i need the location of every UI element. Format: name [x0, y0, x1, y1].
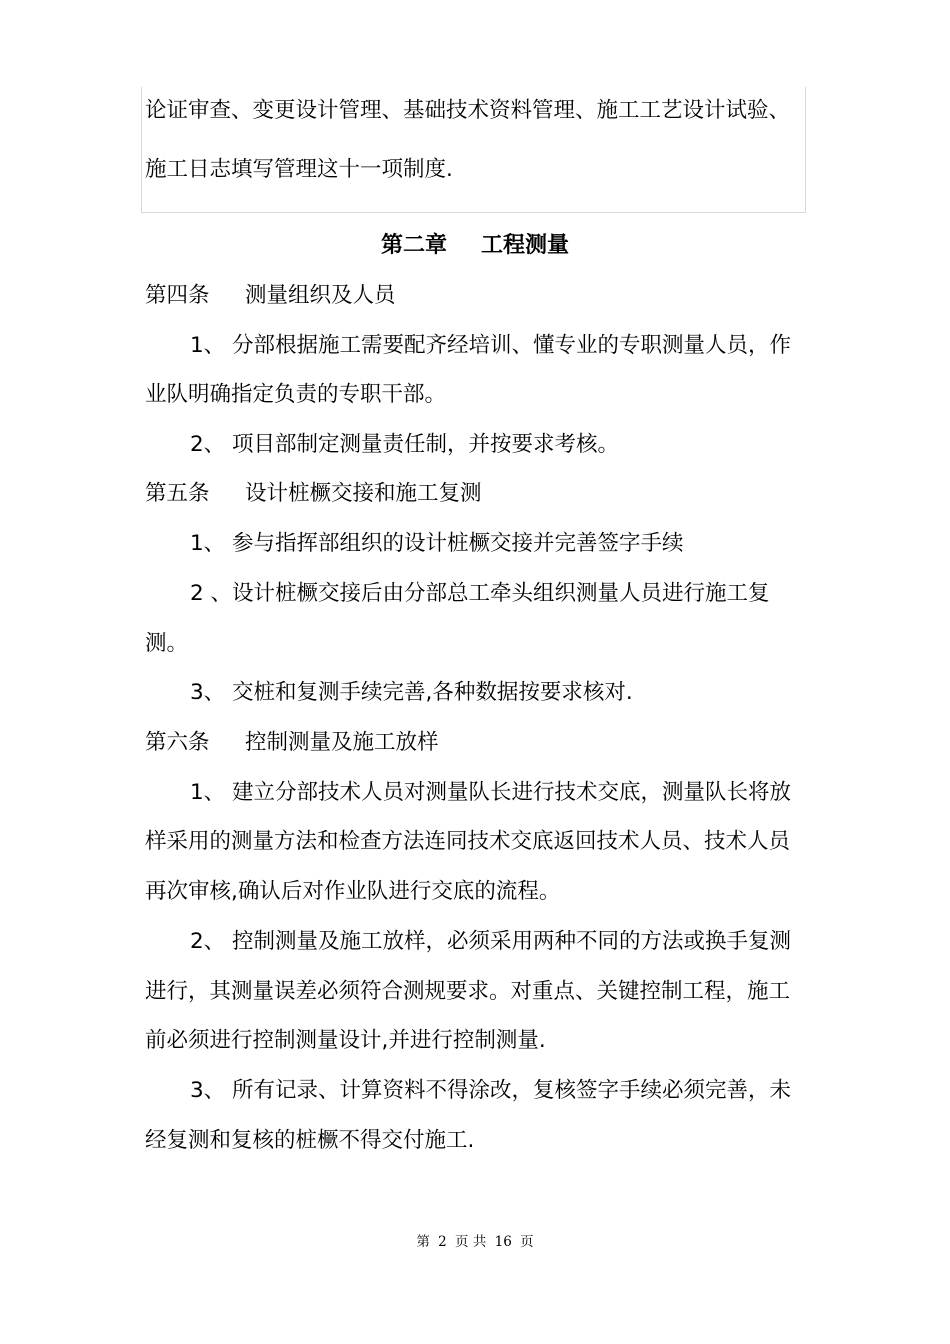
article-6-item-2-line-2: 进行，其测量误差必须符合测规要求。对重点、关键控制工程，施工	[145, 979, 791, 1004]
article-4-number: 第四条	[145, 283, 210, 308]
article-5-item-2-line-1: 2 、设计桩橛交接后由分部总工牵头组织测量人员进行施工复	[190, 581, 770, 606]
article-4-item-1-line-2: 业队明确指定负责的专职干部。	[145, 382, 447, 407]
article-6-number: 第六条	[145, 730, 210, 755]
article-6-title: 控制测量及施工放样	[245, 730, 439, 755]
continued-line-2: 施工日志填写管理这十一项制度.	[145, 157, 453, 182]
page-footer	[0, 1233, 950, 1251]
article-6-item-3-line-2: 经复测和复核的桩橛不得交付施工.	[145, 1128, 475, 1153]
article-5-item-2-line-2: 测。	[145, 631, 189, 656]
article-5-number: 第五条	[145, 481, 210, 506]
chapter-number: 第二章	[380, 233, 447, 258]
article-6-item-1-line-3: 再次审核,确认后对作业队进行交底的流程。	[145, 879, 561, 904]
article-6-item-3-line-1: 3、 所有记录、计算资料不得涂改，复核签字手续必须完善，未	[190, 1078, 792, 1103]
footer-mid: 页 共	[455, 1234, 487, 1250]
article-6-item-2-line-1: 2、 控制测量及施工放样，必须采用两种不同的方法或换手复测	[190, 929, 792, 954]
continued-line-1: 论证审查、变更设计管理、基础技术资料管理、施工工艺设计试验、	[145, 98, 791, 123]
article-4-heading	[145, 282, 396, 310]
chapter-heading	[0, 232, 950, 260]
article-4-item-2: 2、 项目部制定测量责任制，并按要求考核。	[190, 432, 620, 457]
footer-suffix: 页	[520, 1234, 534, 1250]
article-5-item-3: 3、 交桩和复测手续完善,各种数据按要求核对.	[190, 680, 633, 705]
article-5-item-1: 1、 参与指挥部组织的设计桩橛交接并完善签字手续	[190, 531, 684, 556]
article-5-title: 设计桩橛交接和施工复测	[245, 481, 482, 506]
footer-current-page: 2	[438, 1234, 447, 1250]
article-6-heading	[145, 729, 439, 757]
article-4-title: 测量组织及人员	[245, 283, 396, 308]
footer-total-pages: 16	[494, 1234, 512, 1250]
chapter-title: 工程测量	[481, 233, 570, 258]
article-5-heading	[145, 480, 482, 508]
article-6-item-2-line-3: 前必须进行控制测量设计,并进行控制测量.	[145, 1028, 546, 1053]
article-6-item-1-line-1: 1、 建立分部技术人员对测量队长进行技术交底，测量队长将放	[190, 780, 792, 805]
article-4-item-1-line-1: 1、 分部根据施工需要配齐经培训、懂专业的专职测量人员，作	[190, 333, 792, 358]
footer-prefix: 第	[416, 1234, 430, 1250]
article-6-item-1-line-2: 样采用的测量方法和检查方法连同技术交底返回技术人员、技术人员	[145, 829, 791, 854]
